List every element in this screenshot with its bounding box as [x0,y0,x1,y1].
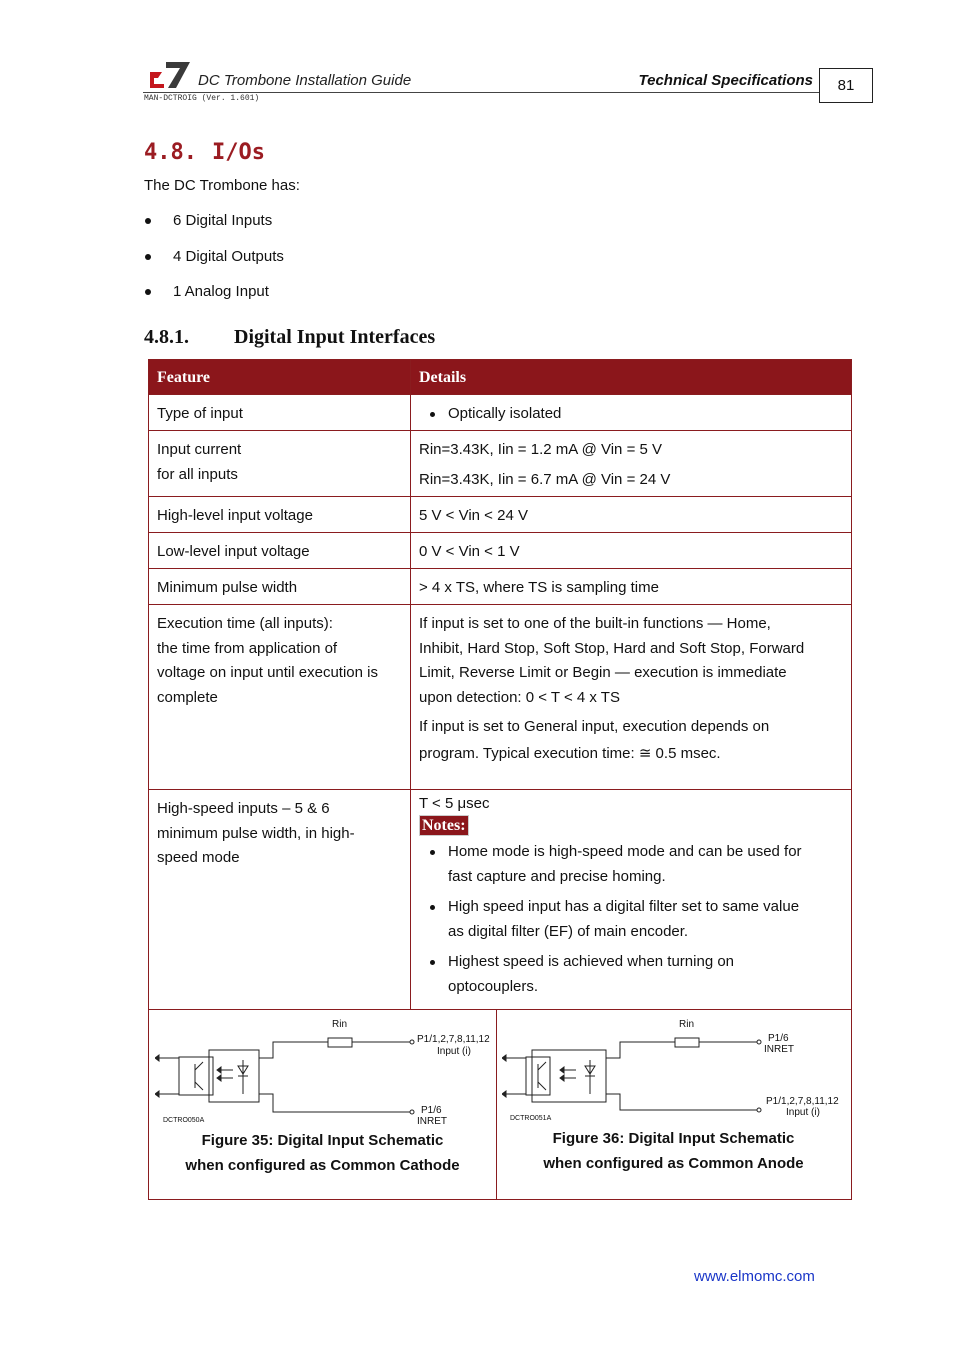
feature-text: Input current [157,441,242,458]
header-section-name: Technical Specifications [638,72,813,89]
feature-text: Minimum pulse width [157,579,298,596]
svg-text:P1/1,2,7,8,11,12: P1/1,2,7,8,11,12 [417,1034,490,1045]
detail-text: If input is set to one of the built-in functions — Home, [419,615,771,632]
detail-text: Inhibit, Hard Stop, Soft Stop, Hard and Soft Stop, Forward [419,639,805,657]
svg-text:P1/6: P1/6 [421,1105,442,1116]
feature-text: the time from application of [157,639,338,657]
feature-text: Execution time (all inputs): [157,615,333,632]
feature-text: Low-level input voltage [157,543,310,560]
svg-text:Rin: Rin [332,1019,348,1030]
svg-text:Input (i): Input (i) [437,1046,471,1057]
feature-text: complete [157,688,218,706]
section-title: I/Os [212,140,265,165]
subsection-title: Digital Input Interfaces [234,326,436,348]
table-row [148,533,852,569]
svg-text:Rin: Rin [679,1019,695,1030]
figure-caption: Figure 35: Digital Input Schematic when configured as Common Cathode [185,1132,460,1174]
detail-text: 0 V < Vin < 1 V [419,543,520,560]
detail-text: Limit, Reverse Limit or Begin — execution is immediate [419,664,787,681]
note-item: High speed input has a digital filter set to same value as digital filter (EF) of main encoder. [419,895,843,944]
table-row [148,497,852,533]
svg-text:DCTRO051A: DCTRO051A [510,1115,552,1122]
svg-text:INRET: INRET [417,1116,447,1126]
table-row [148,569,852,605]
intro-text: The DC Trombone has: [144,177,300,194]
io-list [144,212,284,319]
table-row [148,431,852,497]
list-item: 1 Analog Input [144,283,284,319]
detail-bullet: Optically isolated [419,402,843,427]
feature-text: voltage on input until execution is [157,664,378,681]
figure-caption: Figure 36: Digital Input Schematic when configured as Common Anode [543,1130,804,1172]
svg-text:INRET: INRET [764,1044,794,1055]
page-number: 81 [819,68,873,103]
section-number: 4.8. [144,140,197,165]
header-feature: Feature [149,360,411,394]
header-rule [143,92,819,93]
detail-text: Rin=3.43K, Iin = 1.2 mA @ Vin = 5 V [419,441,663,458]
svg-text:Input (i): Input (i) [786,1107,820,1118]
figures-row [148,1010,852,1200]
detail-text: If input is set to General input, execution depends on [419,718,770,735]
list-item: 6 Digital Inputs [144,212,284,248]
elmo-logo [148,58,192,90]
feature-text: High-level input voltage [157,507,313,524]
table-row [148,605,852,790]
table-row [148,790,852,1010]
svg-text:P1/1,2,7,8,11,12: P1/1,2,7,8,11,12 [766,1096,839,1107]
detail-text: 5 V < Vin < 24 V [419,507,528,524]
document-title: DC Trombone Installation Guide [198,72,412,89]
subsection-number: 4.8.1. [144,326,189,348]
notes-label: Notes: [419,815,469,836]
schematic-common-anode [502,1014,852,1126]
detail-text: upon detection: 0 < T < 4 x TS [419,688,620,706]
list-item: 4 Digital Outputs [144,248,284,284]
svg-text:DCTRO050A: DCTRO050A [163,1117,205,1124]
note-item: Home mode is high-speed mode and can be used for fast capture and precise homing. [419,840,843,889]
feature-text: for all inputs [157,465,238,483]
feature-text: minimum pulse width, in high- [157,824,355,842]
document-version: MAN-DCTROIG (Ver. 1.601) [144,94,260,103]
header-details: Details [419,369,467,386]
figure-common-anode [496,1010,851,1199]
figure-common-cathode [149,1010,497,1199]
detail-text: T < 5 μsec [419,795,490,812]
detail-text: > 4 x TS, where TS is sampling time [419,579,659,596]
svg-text:P1/6: P1/6 [768,1033,789,1044]
schematic-common-cathode [155,1014,495,1126]
table-header-row [148,359,852,395]
feature-text: Type of input [157,405,243,422]
detail-text: Rin=3.43K, Iin = 6.7 mA @ Vin = 24 V [419,470,671,488]
note-item: Highest speed is achieved when turning on optocouplers. [419,950,843,999]
feature-text: High-speed inputs – 5 & 6 [157,800,330,817]
table-row [148,395,852,431]
footer-website-link[interactable]: www.elmomc.com [694,1268,815,1285]
detail-text: program. Typical execution time: ≅ 0.5 msec. [419,744,721,762]
feature-text: speed mode [157,849,240,866]
